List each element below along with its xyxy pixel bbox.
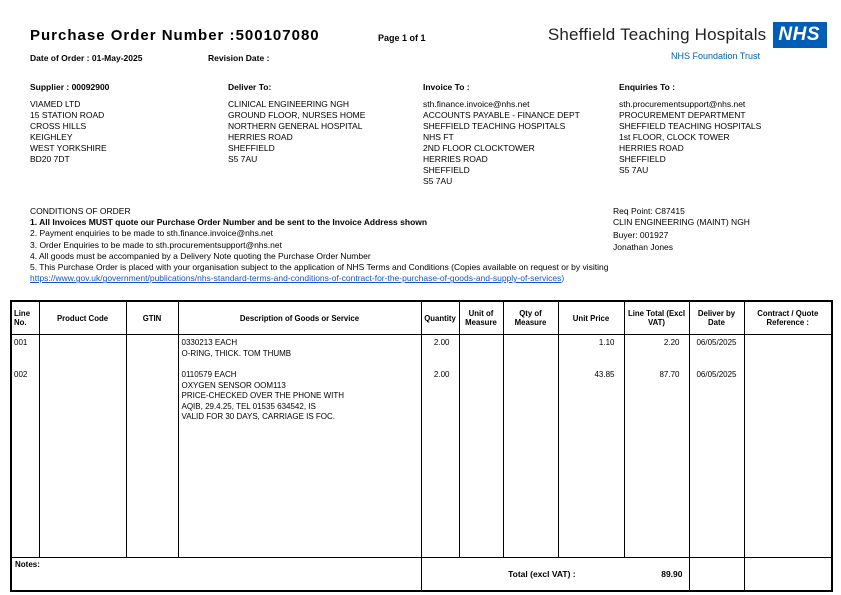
table-footer-row: [11, 558, 832, 592]
po-number-label: Purchase Order Number :: [30, 27, 236, 44]
invoice-to-line: ACCOUNTS PAYABLE - FINANCE DEPT: [423, 110, 580, 120]
supplier-line: 15 STATION ROAD: [30, 110, 105, 120]
item-line-no: 001: [11, 335, 39, 368]
item-qty-of-measure: [503, 367, 558, 441]
item-qty-of-measure: [503, 335, 558, 368]
condition-2: 2. Payment enquiries to be made to sth.finance.invoice@nhs.net: [30, 228, 273, 239]
invoice-to-label: Invoice To :: [423, 82, 470, 92]
enquiries-to-line: 1st FLOOR, CLOCK TOWER: [619, 132, 730, 142]
item-unit-price: 1.10: [558, 335, 624, 368]
supplier-line: WEST YORKSHIRE: [30, 143, 107, 153]
buyer-number: Buyer: 001927: [613, 230, 669, 241]
item-line-no: 002: [11, 367, 39, 441]
enquiries-to-block: [619, 82, 761, 176]
col-header-unit-of-measure: Unit of Measure: [459, 301, 503, 335]
total-value: 89.90: [661, 569, 683, 579]
notes-label: Notes:: [11, 558, 421, 592]
deliver-to-label: Deliver To:: [228, 82, 272, 92]
item-quantity: 2.00: [421, 367, 459, 441]
col-header-line-total: Line Total (Excl VAT): [624, 301, 689, 335]
invoice-to-line: SHEFFIELD: [423, 165, 470, 175]
deliver-to-line: S5 7AU: [228, 154, 258, 164]
items-table: [10, 300, 833, 592]
trust-subtitle: NHS Foundation Trust: [670, 51, 760, 61]
col-header-description: Description of Goods or Service: [178, 301, 421, 335]
col-header-unit-price: Unit Price: [558, 301, 624, 335]
revision-date-label: Revision Date :: [208, 53, 270, 63]
col-header-quantity: Quantity: [421, 301, 459, 335]
supplier-number: 00092900: [71, 82, 110, 92]
item-contract-ref: [744, 335, 832, 368]
invoice-to-line: NHS FT: [423, 132, 454, 142]
col-header-deliver-by: Deliver by Date: [689, 301, 744, 335]
invoice-to-line: sth.finance.invoice@nhs.net: [423, 99, 530, 109]
item-contract-ref: [744, 367, 832, 441]
item-unit-of-measure: [459, 335, 503, 368]
supplier-line: BD20 7DT: [30, 154, 70, 164]
deliver-to-line: CLINICAL ENGINEERING NGH: [228, 99, 350, 109]
item-product-code: [39, 335, 126, 368]
enquiries-to-line: sth.procurementsupport@nhs.net: [619, 99, 746, 109]
condition-3: 3. Order Enquiries to be made to sth.procurementsupport@nhs.net: [30, 239, 282, 250]
item-line-total: 2.20: [624, 335, 689, 368]
item-description: 0110579 EACH OXYGEN SENSOR OOM113 PRICE-CHECKED OVER THE PHONE WITH AQIB, 29.4.25, TEL 01535 634542, IS VALID FOR 30 DAYS, CARRIAGE IS FOC.: [178, 367, 421, 441]
item-unit-price: 43.85: [558, 367, 624, 441]
deliver-to-line: HERRIES ROAD: [228, 132, 293, 142]
col-header-qty-of-measure: Qty of Measure: [503, 301, 558, 335]
col-header-line-no: Line No.: [11, 301, 39, 335]
page-count: Page 1 of 1: [378, 33, 426, 43]
po-number-value: 500107080: [235, 27, 320, 44]
enquiries-to-line: SHEFFIELD: [619, 154, 666, 164]
terms-link-suffix: ): [561, 273, 565, 284]
total-cell: [421, 558, 689, 592]
requisition-meta: [613, 206, 750, 253]
terms-link[interactable]: https://www.gov.uk/government/publications/nhs-standard-terms-and-conditions-of-contract-for-the-purchase-of-goods-and-supply-of-services: [30, 273, 562, 284]
footer-empty-cell: [689, 558, 744, 592]
buyer-name: Jonathan Jones: [613, 241, 674, 252]
trust-name: Sheffield Teaching Hospitals: [547, 25, 767, 44]
table-header-row: [11, 301, 832, 335]
condition-1: 1. All Invoices MUST quote our Purchase Order Number and be sent to the Invoice Address shown: [30, 217, 428, 228]
page-title: [30, 27, 320, 44]
item-gtin: [126, 335, 178, 368]
invoice-to-line: HERRIES ROAD: [423, 154, 488, 164]
invoice-to-line: S5 7AU: [423, 176, 453, 186]
deliver-to-line: NORTHERN GENERAL HOSPITAL: [228, 121, 363, 131]
invoice-to-line: 2ND FLOOR CLOCKTOWER: [423, 143, 535, 153]
item-unit-of-measure: [459, 367, 503, 441]
item-gtin: [126, 367, 178, 441]
date-of-order-value: 01-May-2025: [91, 53, 143, 63]
item-description: 0330213 EACH O-RING, THICK. TOM THUMB: [178, 335, 421, 368]
invoice-to-block: [423, 82, 580, 187]
footer-empty-cell: [744, 558, 832, 592]
table-filler-row: [11, 441, 832, 558]
item-row-002: [11, 367, 832, 441]
supplier-line: VIAMED LTD: [30, 99, 81, 109]
supplier-line: KEIGHLEY: [30, 132, 73, 142]
enquiries-to-line: PROCUREMENT DEPARTMENT: [619, 110, 746, 120]
date-of-order-label: Date of Order :: [30, 53, 90, 63]
req-point: Req Point: C87415: [613, 206, 685, 216]
supplier-label: Supplier : 00092900: [30, 82, 110, 92]
enquiries-to-line: S5 7AU: [619, 165, 649, 175]
item-deliver-by: 06/05/2025: [689, 367, 744, 441]
invoice-to-line: SHEFFIELD TEACHING HOSPITALS: [423, 121, 566, 131]
deliver-to-block: [228, 82, 365, 165]
total-label: Total (excl VAT) :: [508, 569, 576, 579]
item-row-001: [11, 335, 832, 368]
date-of-order: [30, 53, 142, 63]
enquiries-to-label: Enquiries To :: [619, 82, 676, 92]
deliver-to-line: SHEFFIELD: [228, 143, 275, 153]
supplier-line: CROSS HILLS: [30, 121, 87, 131]
item-product-code: [39, 367, 126, 441]
req-department: CLIN ENGINEERING (MAINT) NGH: [613, 217, 750, 228]
conditions-heading: CONDITIONS OF ORDER: [30, 206, 131, 216]
nhs-logo-icon: NHS: [773, 22, 827, 48]
deliver-to-line: GROUND FLOOR, NURSES HOME: [228, 110, 366, 120]
item-line-total: 87.70: [624, 367, 689, 441]
item-deliver-by: 06/05/2025: [689, 335, 744, 368]
conditions-of-order: [30, 206, 608, 284]
col-header-contract-ref: Contract / Quote Reference :: [744, 301, 832, 335]
enquiries-to-line: SHEFFIELD TEACHING HOSPITALS: [619, 121, 762, 131]
condition-5: 5. This Purchase Order is placed with your organisation subject to the application of NHS Terms and Conditions (Copies available on request or by visiting: [30, 262, 609, 273]
condition-4: 4. All goods must be accompanied by a Delivery Note quoting the Purchase Order Number: [30, 250, 371, 261]
col-header-product-code: Product Code: [39, 301, 126, 335]
item-quantity: 2.00: [421, 335, 459, 368]
nhs-trust-logo: [548, 22, 827, 61]
col-header-gtin: GTIN: [126, 301, 178, 335]
enquiries-to-line: HERRIES ROAD: [619, 143, 684, 153]
supplier-block: [30, 82, 109, 165]
terms-link-line: [30, 273, 608, 284]
